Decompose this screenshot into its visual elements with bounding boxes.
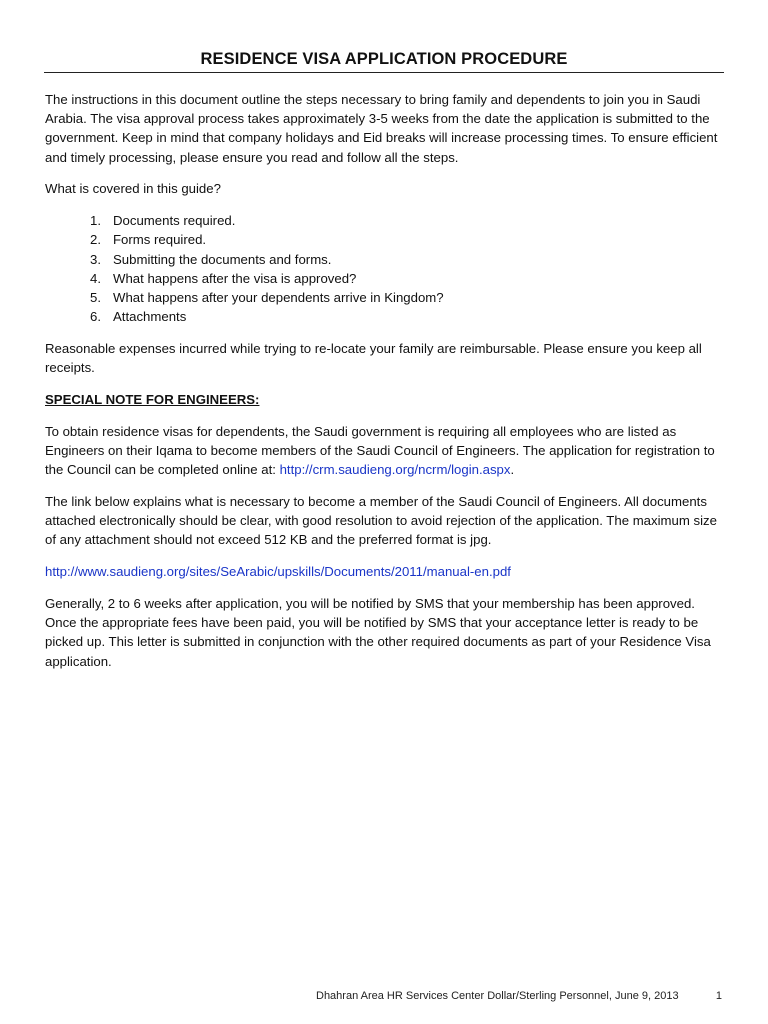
manual-link[interactable]: http://www.saudieng.org/sites/SeArabic/upskills/Documents/2011/manual-en.pdf [45,564,511,580]
special-note-heading-block [45,390,725,409]
expenses-paragraph: Reasonable expenses incurred while trying to re-locate your family are reimbursable. Please ensure you keep all receipts. [45,341,702,376]
document-body [45,90,725,683]
list-item-number: 2. [90,232,101,248]
list-item [45,211,725,230]
engineers-paragraph [45,422,725,480]
page-title: RESIDENCE VISA APPLICATION PROCEDURE [200,50,568,68]
list-item-number: 6. [90,309,101,325]
footer-text: Dhahran Area HR Services Center Dollar/Sterling Personnel, June 9, 2013 [316,990,679,1002]
link-explain-paragraph: The link below explains what is necessary to become a member of the Saudi Council of Engineers. All documents attached electronically should be clear, with good resolution to avoid rejection of the application. The maximum size of any attachment should not exceed 512 KB and the preferred format is jpg. [45,494,717,548]
list-item-text: What happens after your dependents arrive in Kingdom? [113,290,444,306]
title-rule [44,72,724,73]
registration-link[interactable]: http://crm.saudieng.org/ncrm/login.aspx [279,462,511,478]
list-item [45,250,725,269]
list-item-number: 4. [90,270,101,286]
list-item-number: 1. [90,213,101,229]
list-item [45,307,725,326]
intro-paragraph: The instructions in this document outline the steps necessary to bring family and dependents to join you in Saudi Arabia. The visa approval process takes approximately 3-5 weeks from the date the application is submitted to the government. Keep in mind that company holidays and Eid breaks will increase processing times. To ensure efficient and timely processing, please ensure you read and follow all the steps. [45,92,718,165]
list-item-text: Documents required. [113,213,236,229]
membership-paragraph: Generally, 2 to 6 weeks after application, you will be notified by SMS that your membership has been approved. Once the appropriate fees have been paid, you will be notified by SMS that your acceptance letter is ready to be picked up. This letter is submitted in conjunction with the other required documents as part of your Residence Visa application. [45,596,711,669]
list-item [45,288,725,307]
list-item-number: 3. [90,251,101,267]
covered-question: What is covered in this guide? [45,181,221,197]
list-item-number: 5. [90,290,101,306]
page-number: 1 [715,990,722,1002]
covered-list [45,211,725,326]
manual-link-paragraph [45,562,725,581]
list-item-text: What happens after the visa is approved? [113,270,357,286]
list-item-text: Submitting the documents and forms. [113,251,332,267]
engineers-paragraph-end: . [510,462,515,478]
list-item-text: Attachments [113,309,187,325]
list-item [45,269,725,288]
special-note-heading: SPECIAL NOTE FOR ENGINEERS: [45,392,260,408]
list-item-text: Forms required. [113,232,207,248]
engineers-paragraph-text: To obtain residence visas for dependents, the Saudi government is requiring all employees who are listed as Engineers on their Iqama to become members of the Saudi Council of Engineers. The application for registration to the Council can be completed online at: [45,423,715,478]
list-item [45,230,725,249]
